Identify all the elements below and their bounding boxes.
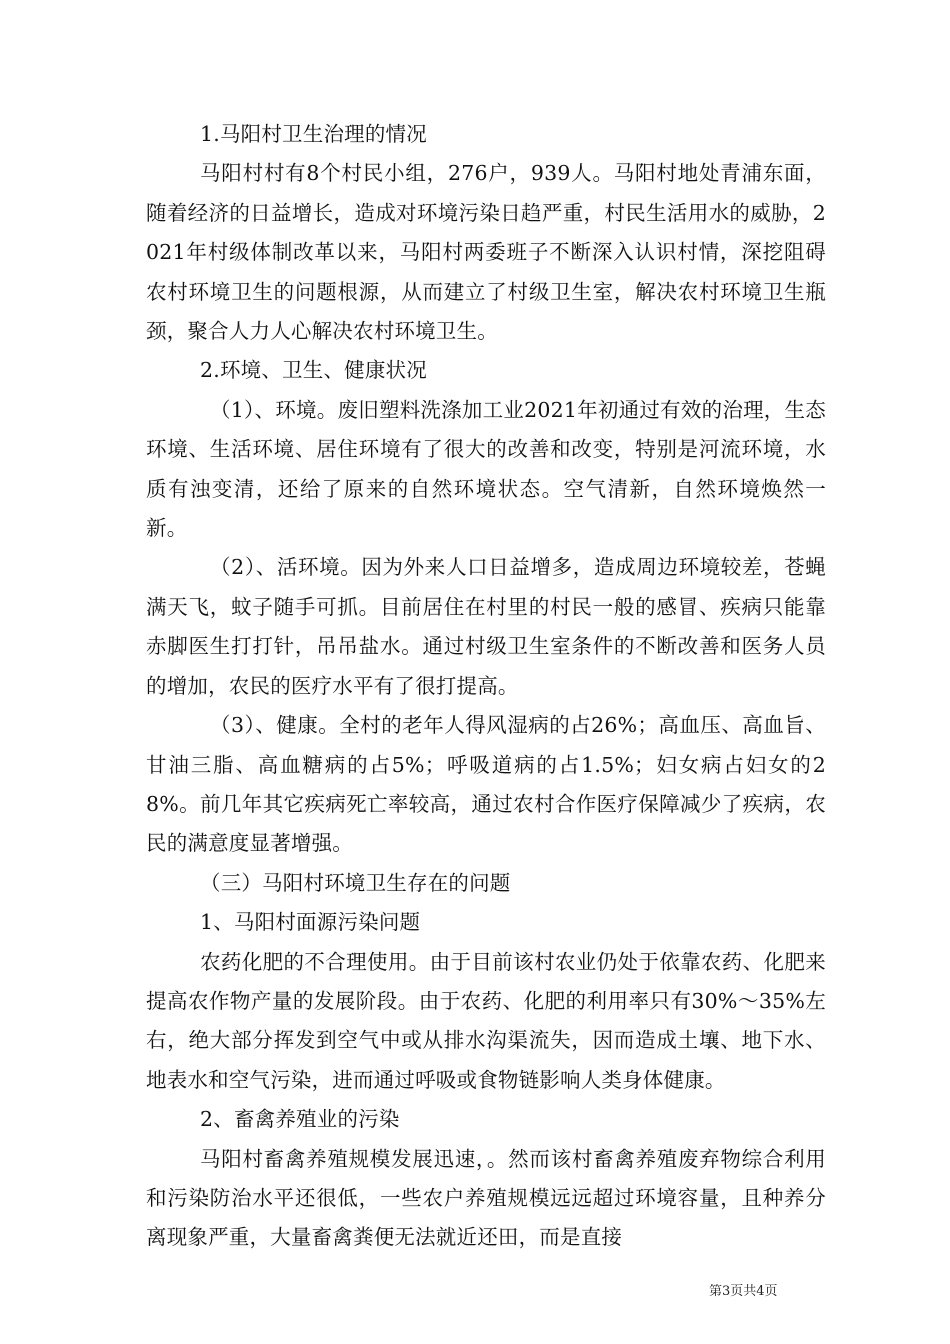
- section-heading-problems: （三）马阳村环境卫生存在的问题: [200, 870, 511, 895]
- paragraph-fertilizer: 农药化肥的不合理使用。由于目前该村农业仍处于依靠农药、化肥来提高农作物产量的发展阶段。由于农药、化肥的利用率只有30%～35%左右，绝大部分挥发到空气中或从排水沟渠流失，因而造成土壤、地下水、地表水和空气污染，进而通过呼吸或食物链影响人类身体健康。: [146, 949, 826, 1092]
- subheading-pollution: 1、马阳村面源污染问题: [200, 910, 421, 935]
- paragraph-village-overview: 马阳村村有8个村民小组，276户，939人。马阳村地处青浦东面，随着经济的日益增长，造成对环境污染日趋严重，村民生活用水的威胁，2021年村级体制改革以来，马阳村两委班子不断深入认识村情，深挖阻碍农村环境卫生的问题根源，从而建立了村级卫生室，解决农村环境卫生瓶颈，聚合人力人心解决农村环境卫生。: [146, 161, 826, 344]
- section-heading-2: 2.环境、卫生、健康状况: [200, 358, 427, 383]
- paragraph-environment: （1）、环境。废旧塑料洗涤加工业2021年初通过有效的治理，生态环境、生活环境、居住环境有了很大的改善和改变，特别是河流环境，水质有浊变清，还给了原来的自然环境状态。空气清新，自然环境焕然一新。: [146, 397, 826, 541]
- paragraph-livestock: 马阳村畜禽养殖规模发展迅速，。然而该村畜禽养殖废弃物综合利用和污染防治水平还很低，一些农户养殖规模远远超过环境容量，且种养分离现象严重，大量畜禽粪便无法就近还田，而是直接: [146, 1146, 826, 1250]
- section-heading-1: 1.马阳村卫生治理的情况: [200, 122, 427, 146]
- paragraph-living-environment: （2）、活环境。因为外来人口日益增多，造成周边环境较差，苍蝇满天飞，蚊子随手可抓。目前居住在村里的村民一般的感冒、疾病只能靠赤脚医生打打针，吊吊盐水。通过村级卫生室条件的不断改善和医务人员的增加，农民的医疗水平有了很打提高。: [146, 555, 826, 698]
- paragraph-health: （3）、健康。全村的老年人得风湿病的占26%；高血压、高血旨、甘油三脂、高血糖病的占5%；呼吸道病的占1.5%；妇女病占妇女的28%。前几年其它疾病死亡率较高，通过农村合作医疗保障减少了疾病，农民的满意度显著增强。: [146, 713, 826, 856]
- document-body: [146, 115, 826, 1258]
- page-number-footer: 第3页共4页: [709, 1284, 778, 1299]
- subheading-livestock: 2、畜禽养殖业的污染: [200, 1107, 400, 1132]
